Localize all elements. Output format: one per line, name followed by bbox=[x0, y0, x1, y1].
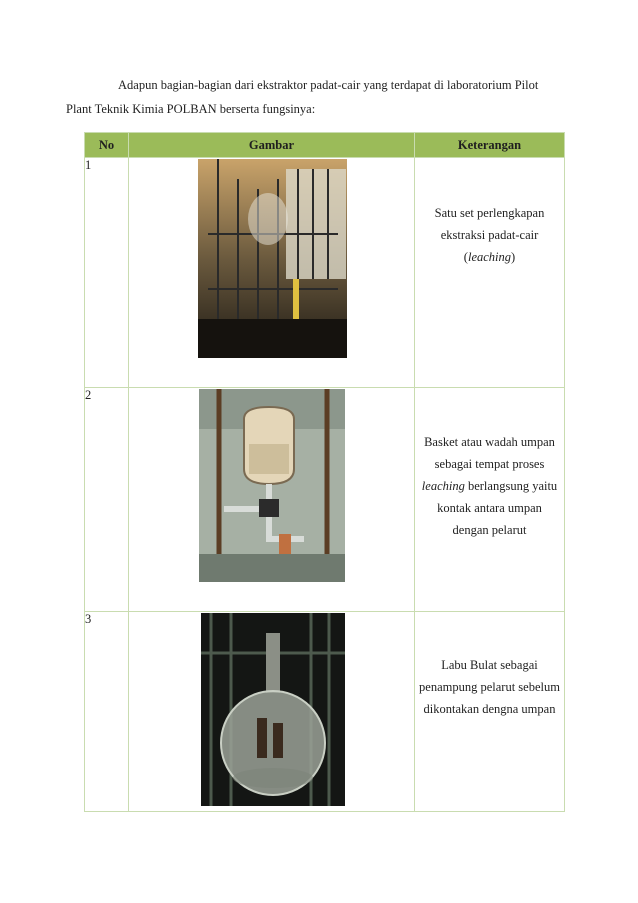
description-text: Labu Bulat sebagai penampung pelarut sebelum dikontakan dengna umpan bbox=[419, 658, 560, 716]
intro-paragraph bbox=[66, 74, 566, 120]
description-cell bbox=[415, 158, 565, 388]
components-table bbox=[84, 132, 565, 812]
row-description bbox=[415, 612, 564, 720]
extraction-set-photo bbox=[198, 159, 347, 358]
table-row bbox=[85, 388, 565, 612]
description-text-end: berlangsung yaitu kontak antara umpan dengan pelarut bbox=[437, 479, 558, 537]
description-cell bbox=[415, 388, 565, 612]
row-number: 2 bbox=[85, 388, 129, 612]
table-row bbox=[85, 612, 565, 812]
description-text-end: ) bbox=[511, 250, 516, 264]
description-cell bbox=[415, 612, 565, 812]
round-flask-photo bbox=[201, 613, 345, 806]
row-description bbox=[415, 388, 564, 541]
intro-line-2: Plant Teknik Kimia POLBAN berserta fungsinya: bbox=[66, 102, 316, 116]
image-cell bbox=[129, 612, 415, 812]
description-italic: leaching bbox=[467, 250, 512, 264]
description-text: Basket atau wadah umpan sebagai tempat proses bbox=[424, 435, 555, 471]
description-italic: leaching bbox=[421, 479, 465, 493]
image-cell bbox=[129, 158, 415, 388]
row-number: 1 bbox=[85, 158, 129, 388]
table-row bbox=[85, 158, 565, 388]
row-number: 3 bbox=[85, 612, 129, 812]
intro-line-1: Adapun bagian-bagian dari ekstraktor padat-cair yang terdapat di laboratorium Pilot bbox=[118, 78, 539, 92]
description-text: Satu set perlengkapan ekstraksi padat-cair ( bbox=[434, 206, 545, 264]
feed-basket-photo bbox=[199, 389, 345, 582]
header-gambar: Gambar bbox=[129, 133, 415, 158]
table-header-row bbox=[85, 133, 565, 158]
row-description bbox=[415, 158, 564, 268]
header-keterangan: Keterangan bbox=[415, 133, 565, 158]
header-no: No bbox=[85, 133, 129, 158]
image-cell bbox=[129, 388, 415, 612]
